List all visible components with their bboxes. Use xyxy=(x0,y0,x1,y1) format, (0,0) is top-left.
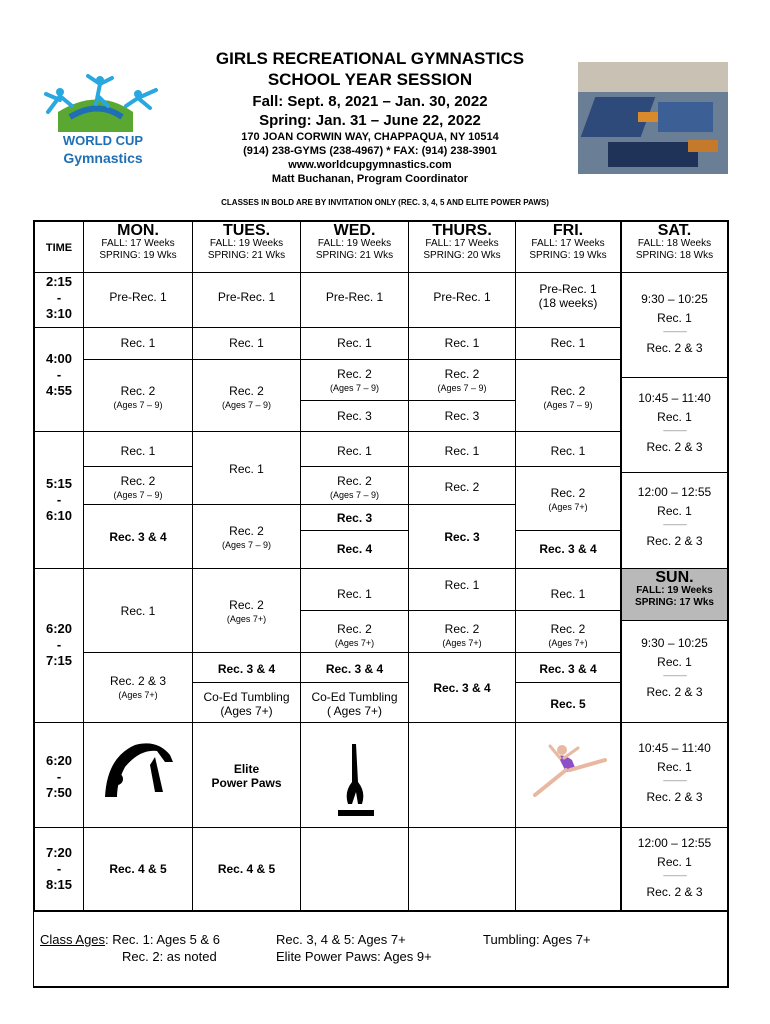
address: 170 JOAN CORWIN WAY, CHAPPAQUA, NY 10514 xyxy=(241,131,499,143)
class-fri-rec1-b3: Rec. 1 xyxy=(550,444,586,458)
fall-dates: Fall: Sept. 8, 2021 – Jan. 30, 2022 xyxy=(252,93,488,110)
class-wed-rec1-b3: Rec. 1 xyxy=(337,444,372,458)
class-mon-rec1: Rec. 1 xyxy=(120,336,156,350)
class-thu-prerec: Pre-Rec. 1 xyxy=(433,290,491,304)
class-wed-rec34: Rec. 3 & 4 xyxy=(325,662,384,676)
day-header-tues: TUES. FALL: 19 Weeks SPRING: 21 Wks xyxy=(207,222,286,261)
time-slot-6: 7:20 - 8:15 xyxy=(45,845,73,892)
class-thu-rec2-b4: Rec. 2 (Ages 7+) xyxy=(442,622,482,648)
class-thu-rec1-b3: Rec. 1 xyxy=(444,444,480,458)
class-mon-rec23: Rec. 2 & 3 (Ages 7+) xyxy=(109,674,167,700)
class-mon-rec1-b4: Rec. 1 xyxy=(120,604,156,618)
time-slot-1: 2:15 - 3:10 xyxy=(45,274,73,321)
class-fri-rec34: Rec. 3 & 4 xyxy=(539,542,597,556)
gymnast-leap-figure xyxy=(530,740,610,805)
class-fri-rec1: Rec. 1 xyxy=(550,336,586,350)
class-fri-rec5: Rec. 5 xyxy=(550,697,586,711)
day-header-sat: SAT. FALL: 18 Weeks SPRING: 18 Wks xyxy=(635,222,714,261)
class-wed-rec1-b4: Rec. 1 xyxy=(337,587,372,601)
class-wed-rec2-b3: Rec. 2 (Ages 7 – 9) xyxy=(329,474,380,500)
class-tue-rec34: Rec. 3 & 4 xyxy=(217,662,276,676)
sat-session-3: 12:00 – 12:55 Rec. 1 -------------- Rec. 2 & 3 xyxy=(637,485,712,548)
class-tue-rec1-b3: Rec. 1 xyxy=(229,462,264,476)
phone-fax: (914) 238-GYMS (238-4967) * FAX: (914) 238-3901 xyxy=(243,145,497,157)
time-slot-2: 4:00 - 4:55 xyxy=(45,351,73,398)
class-wed-rec4-b3: Rec. 4 xyxy=(336,542,373,556)
class-wed-prerec: Pre-Rec. 1 xyxy=(325,290,384,304)
class-wed-rec3-b3: Rec. 3 xyxy=(336,511,373,525)
gymnast-backbend-icon xyxy=(95,737,185,807)
footer-rec345: Rec. 3, 4 & 5: Ages 7+ xyxy=(276,932,406,947)
day-header-sun: SUN. FALL: 19 Weeks SPRING: 17 Wks xyxy=(622,569,727,620)
time-slot-5: 6:20 - 7:50 xyxy=(45,753,73,800)
class-fri-prerec: Pre-Rec. 1 (18 weeks) xyxy=(538,282,598,310)
invitation-note: CLASSES IN BOLD ARE BY INVITATION ONLY (REC. 3, 4, 5 AND ELITE POWER PAWS) xyxy=(221,198,549,207)
class-tue-elite: Elite Power Paws xyxy=(211,762,282,790)
day-header-fri: FRI. FALL: 17 Weeks SPRING: 19 Wks xyxy=(529,222,607,261)
logo-text-world-cup: WORLD CUP xyxy=(62,133,144,148)
class-tue-coed: Co-Ed Tumbling (Ages 7+) xyxy=(203,690,290,718)
time-slot-3: 5:15 - 6:10 xyxy=(45,476,73,523)
class-mon-prerec: Pre-Rec. 1 xyxy=(109,290,167,304)
class-fri-rec2: Rec. 2 (Ages 7 – 9) xyxy=(543,384,593,410)
footer-rec1: : Rec. 1: Ages 5 & 6 xyxy=(105,932,220,947)
footer-elite: Elite Power Paws: Ages 9+ xyxy=(276,949,432,964)
day-header-wed: WED. FALL: 19 Weeks SPRING: 21 Wks xyxy=(315,222,394,261)
sat-session-2: 10:45 – 11:40 Rec. 1 -------------- Rec. 2 & 3 xyxy=(638,391,711,454)
gymnast-handstand-silhouette xyxy=(336,742,376,822)
class-mon-rec2-b3: Rec. 2 (Ages 7 – 9) xyxy=(113,474,163,500)
class-wed-rec2: Rec. 2 (Ages 7 – 9) xyxy=(329,367,380,393)
day-header-thurs: THURS. FALL: 17 Weeks SPRING: 20 Wks xyxy=(423,222,501,261)
class-thu-rec3-b3: Rec. 3 xyxy=(444,530,480,544)
class-fri-rec2-b4: Rec. 2 (Ages 7+) xyxy=(548,622,588,648)
logo-text-gymnastics: Gymnastics xyxy=(63,150,143,166)
class-tue-rec45: Rec. 4 & 5 xyxy=(217,862,276,876)
class-fri-rec2-b3: Rec. 2 (Ages 7+) xyxy=(548,486,588,512)
class-thu-rec1-b4: Rec. 1 xyxy=(444,578,480,592)
class-mon-rec34: Rec. 3 & 4 xyxy=(109,530,167,544)
day-header-mon: MON. FALL: 17 Weeks SPRING: 19 Wks xyxy=(99,222,177,261)
class-wed-rec3: Rec. 3 xyxy=(337,409,372,423)
class-wed-coed: Co-Ed Tumbling ( Ages 7+) xyxy=(311,690,398,718)
class-fri-rec1-b4: Rec. 1 xyxy=(550,587,586,601)
gymnast-handstand-icon xyxy=(336,742,376,822)
class-thu-rec1: Rec. 1 xyxy=(444,336,480,350)
class-fri-rec34-b4: Rec. 3 & 4 xyxy=(539,662,597,676)
class-tue-rec2-b3: Rec. 2 (Ages 7 – 9) xyxy=(221,524,272,550)
class-thu-rec2: Rec. 2 (Ages 7 – 9) xyxy=(437,367,487,393)
class-thu-rec3: Rec. 3 xyxy=(444,409,480,423)
class-tue-rec2-b4: Rec. 2 (Ages 7+) xyxy=(226,598,267,624)
class-mon-rec45: Rec. 4 & 5 xyxy=(109,862,167,876)
coordinator: Matt Buchanan, Program Coordinator xyxy=(271,173,469,185)
class-ages-label: Class Ages xyxy=(40,932,106,947)
website-link: www.worldcupgymnastics.com xyxy=(288,159,452,171)
class-mon-rec1-b3: Rec. 1 xyxy=(120,444,156,458)
time-slot-4: 6:20 - 7:15 xyxy=(45,621,73,668)
class-tue-rec2: Rec. 2 (Ages 7 – 9) xyxy=(221,384,272,410)
class-tue-prerec: Pre-Rec. 1 xyxy=(217,290,276,304)
gymnast-bridge-silhouette xyxy=(95,737,185,807)
gymnast-split-leap-icon xyxy=(530,740,610,805)
class-wed-rec2-b4: Rec. 2 (Ages 7+) xyxy=(334,622,375,648)
footer-rec2: Rec. 2: as noted xyxy=(122,949,217,964)
sun-session-2: 10:45 – 11:40 Rec. 1 -------------- Rec. 2 & 3 xyxy=(638,741,711,804)
class-thu-rec34: Rec. 3 & 4 xyxy=(433,681,491,695)
time-column-header: TIME xyxy=(45,242,73,254)
footer-tumbling: Tumbling: Ages 7+ xyxy=(483,932,591,947)
class-thu-rec2-b3: Rec. 2 xyxy=(444,480,480,494)
sat-session-1: 9:30 – 10:25 Rec. 1 -------------- Rec. 2 & 3 xyxy=(641,292,708,355)
class-mon-rec2: Rec. 2 (Ages 7 – 9) xyxy=(113,384,163,410)
spring-dates: Spring: Jan. 31 – June 22, 2022 xyxy=(259,112,481,129)
sun-session-1: 9:30 – 10:25 Rec. 1 -------------- Rec. 2 & 3 xyxy=(641,636,708,699)
sun-session-3: 12:00 – 12:55 Rec. 1 -------------- Rec. 2 & 3 xyxy=(637,836,712,899)
page-title: GIRLS RECREATIONAL GYMNASTICS SCHOOL YEAR SESSION xyxy=(215,49,525,89)
class-wed-rec1: Rec. 1 xyxy=(337,336,372,350)
class-tue-rec1: Rec. 1 xyxy=(229,336,264,350)
